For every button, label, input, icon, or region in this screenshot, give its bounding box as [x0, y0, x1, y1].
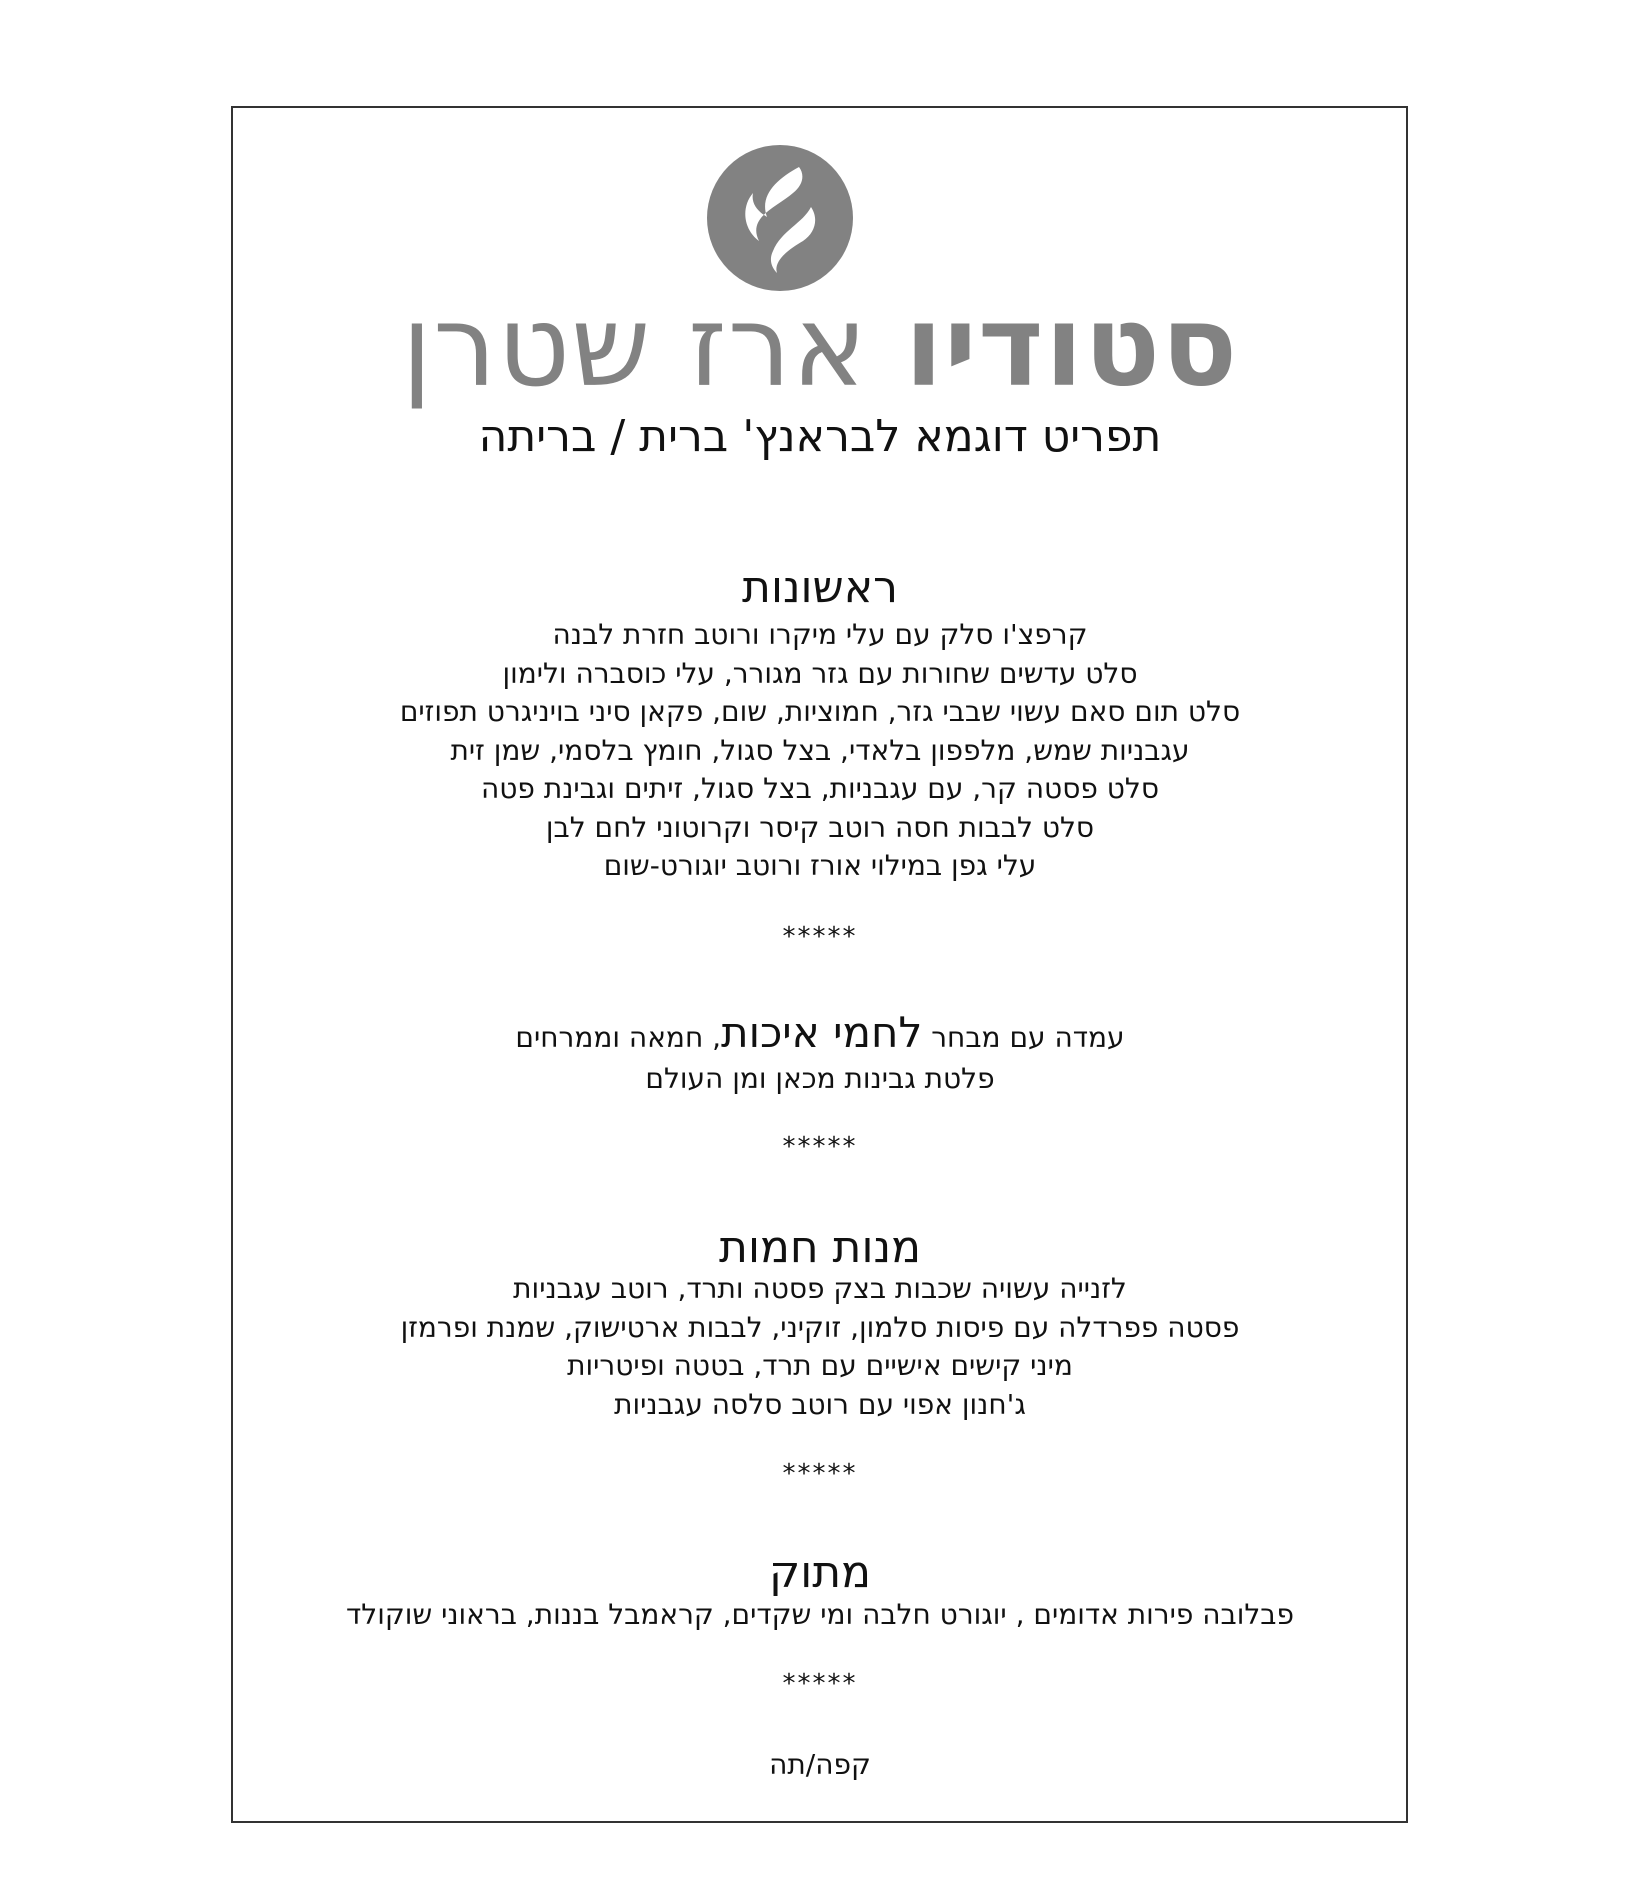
flame-logo-icon — [707, 145, 853, 291]
bread-station-pre: עמדה עם מבחר — [922, 1021, 1125, 1054]
list-item: סלט פסטה קר, עם עגבניות, בצל סגול, זיתים וגבינת פטה — [480, 772, 1159, 805]
coffee-tea-line: קפה/תה — [769, 1748, 871, 1781]
list-item: סלט תום סאם עשוי שבבי גזר, חמוציות, שום, פקאן סיני בויניגרט תפוזים — [399, 695, 1241, 728]
bread-station-post: , חמאה וממרחים — [515, 1021, 722, 1054]
list-item: סלט עדשים שחורות עם גזר מגורר, עלי כוסברה ולימון — [502, 656, 1138, 690]
section-title-dessert: מתוק — [768, 1547, 871, 1598]
bread-station-highlight: לחמי איכות — [721, 1008, 923, 1057]
list-item: עגבניות שמש, מלפפון בלאדי, בצל סגול, חומץ בלסמי, שמן זית — [450, 733, 1190, 767]
list-item: ג'חנון אפוי עם רוטב סלסה עגבניות — [614, 1387, 1026, 1421]
separator: ***** — [782, 1132, 858, 1162]
hot-dishes-list — [0, 1270, 1640, 1424]
separator: ***** — [782, 1459, 858, 1489]
dessert-list — [0, 1596, 1640, 1635]
list-item: סלט לבבות חסה רוטב קיסר וקרוטוני לחם לבן — [545, 810, 1095, 844]
list-item: פבלובה פירות אדומים , יוגורט חלבה ומי שקדים, קראמבל בננות, בראוני שוקולד — [346, 1598, 1294, 1631]
list-item: מיני קישים אישיים עם תרד, בטטה ופיטריות — [567, 1349, 1073, 1382]
brand-name-bold: סטודיו — [904, 282, 1239, 412]
menu-subtitle: תפריט דוגמא לבראנץ' ברית / בריתה — [478, 411, 1162, 462]
list-item: לזנייה עשויה שכבות בצק פסטה ותרד, רוטב עגבניות — [513, 1272, 1127, 1305]
list-item: קרפצ'ו סלק עם עלי מיקרו ורוטב חזרת לבנה — [552, 618, 1088, 651]
section-title-starters: ראשונות — [742, 562, 898, 613]
separator: ***** — [782, 922, 858, 952]
cheese-platter-line: פלטת גבינות מכאן ומן העולם — [645, 1062, 995, 1095]
starters-list — [0, 616, 1640, 886]
brand-name-light: ארז שטרן — [401, 282, 868, 412]
section-title-hot-dishes: מנות חמות — [719, 1222, 921, 1273]
list-item: עלי גפן במילוי אורז ורוטב יוגורט-שום — [603, 849, 1037, 882]
bread-station-line — [0, 1006, 1640, 1065]
brand-name — [0, 282, 1640, 412]
separator: ***** — [782, 1669, 858, 1699]
list-item: פסטה פפרדלה עם פיסות סלמון, זוקיני, לבבות ארטישוק, שמנת ופרמזן — [400, 1310, 1240, 1344]
